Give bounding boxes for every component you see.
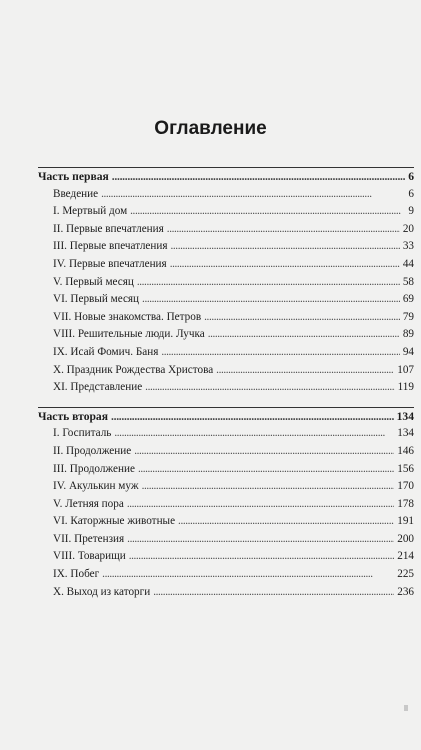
toc-entry[interactable] (38, 326, 414, 344)
toc-entry-page: 20 (402, 222, 414, 235)
toc-entry-page: 191 (397, 515, 414, 528)
toc-entry-page: 170 (397, 480, 414, 493)
toc-entry-label: VI. Первый месяц (53, 293, 140, 306)
dot-leader (208, 326, 400, 344)
toc-entry[interactable] (38, 513, 414, 531)
toc-entry-page: 79 (402, 310, 414, 323)
toc-part-page: 6 (408, 170, 414, 183)
toc-entry-label: III. Первые впечатления (53, 240, 168, 253)
toc-entry-label: VII. Претензия (53, 532, 125, 545)
dot-leader (134, 443, 394, 461)
toc-entry-label: XI. Представление (53, 381, 143, 394)
page-mark (404, 705, 408, 711)
toc-entry-label: X. Выход из каторги (53, 585, 151, 598)
toc-entry[interactable] (38, 584, 414, 602)
toc-entry-page: 33 (402, 240, 414, 253)
dot-leader (142, 478, 395, 496)
toc-entry-label: VIII. Решительные люди. Лучка (53, 328, 205, 341)
toc-entry-page: 225 (397, 568, 414, 581)
toc-entry-label: IX. Побег (53, 568, 100, 581)
dot-leader (111, 408, 394, 426)
toc-entry[interactable] (38, 443, 414, 461)
dot-leader (138, 461, 394, 479)
toc-entry-page: 58 (402, 275, 414, 288)
dot-leader (137, 274, 400, 292)
toc-entry[interactable] (38, 344, 414, 362)
dot-leader (129, 548, 395, 566)
toc-entry[interactable] (38, 238, 414, 256)
dot-leader (142, 291, 400, 309)
toc-entry-page: 69 (402, 293, 414, 306)
toc-entry-page: 107 (397, 363, 414, 376)
toc-part-title: Часть первая (38, 170, 109, 183)
toc-entry-page: 236 (397, 585, 414, 598)
dot-leader (161, 344, 399, 362)
toc-entry[interactable] (38, 531, 414, 549)
toc-entry[interactable] (38, 274, 414, 292)
dot-leader (216, 362, 394, 380)
dot-leader (171, 238, 400, 256)
toc-entry-page: 9 (408, 205, 414, 218)
toc-entry[interactable] (38, 309, 414, 327)
dot-leader (127, 496, 394, 514)
toc-entry-label: I. Госпиталь (53, 427, 112, 440)
toc-entry[interactable] (38, 496, 414, 514)
dot-leader (204, 309, 400, 327)
dot-leader (167, 221, 400, 239)
dot-leader (114, 425, 394, 443)
toc-entry[interactable] (38, 186, 414, 204)
toc-entry-label: V. Первый месяц (53, 275, 134, 288)
table-of-contents (38, 167, 414, 601)
dot-leader (130, 203, 405, 221)
toc-entry-label: IX. Исай Фомич. Баня (53, 345, 159, 358)
dot-leader (153, 584, 394, 602)
dot-leader (101, 186, 405, 204)
toc-entry[interactable] (38, 291, 414, 309)
toc-entry-label: VIII. Товарищи (53, 550, 126, 563)
toc-entry[interactable] (38, 379, 414, 397)
toc-entry[interactable] (38, 566, 414, 584)
toc-entry[interactable] (38, 425, 414, 443)
toc-entry[interactable] (38, 362, 414, 380)
dot-leader (112, 168, 405, 186)
dot-leader (178, 513, 394, 531)
toc-entry[interactable] (38, 221, 414, 239)
toc-entry[interactable] (38, 203, 414, 221)
page-title: Оглавление (154, 118, 267, 139)
toc-entry-page: 134 (397, 427, 414, 440)
toc-entry-page: 6 (408, 187, 414, 200)
toc-entry-page: 89 (402, 328, 414, 341)
toc-entry-label: VI. Каторжные животные (53, 515, 176, 528)
toc-entry-page: 156 (397, 462, 414, 475)
toc-entry-label: II. Продолжение (53, 444, 132, 457)
toc-entry-label: VII. Новые знакомства. Петров (53, 310, 202, 323)
toc-part-page: 134 (396, 409, 414, 423)
toc-entry-page: 214 (397, 550, 414, 563)
toc-entry-label: I. Мертвый дом (53, 205, 128, 218)
toc-entry-page: 94 (402, 345, 414, 358)
toc-entry-page: 44 (402, 257, 414, 270)
toc-entry[interactable] (38, 478, 414, 496)
toc-part-1-items (38, 186, 414, 397)
toc-entry-page: 200 (397, 532, 414, 545)
toc-entry-label: Введение (53, 187, 99, 200)
toc-part-title: Часть вторая (38, 409, 109, 423)
toc-entry-label: IV. Первые впечатления (53, 257, 167, 270)
dot-leader (145, 379, 394, 397)
toc-entry[interactable] (38, 461, 414, 479)
toc-part-2-items (38, 425, 414, 601)
toc-part-2[interactable] (38, 408, 414, 426)
toc-entry-label: III. Продолжение (53, 462, 135, 475)
toc-entry-page: 146 (397, 444, 414, 457)
toc-entry[interactable] (38, 256, 414, 274)
toc-entry-label: X. Праздник Рождества Христова (53, 363, 214, 376)
dot-leader (127, 531, 394, 549)
toc-entry-label: II. Первые впечатления (53, 222, 164, 235)
dot-leader (170, 256, 400, 274)
toc-entry[interactable] (38, 548, 414, 566)
toc-entry-label: V. Летняя пора (53, 497, 124, 510)
toc-entry-page: 119 (397, 381, 414, 394)
toc-part-1[interactable] (38, 168, 414, 186)
toc-entry-label: IV. Акулькин муж (53, 480, 139, 493)
toc-entry-page: 178 (397, 497, 414, 510)
dot-leader (102, 566, 394, 584)
